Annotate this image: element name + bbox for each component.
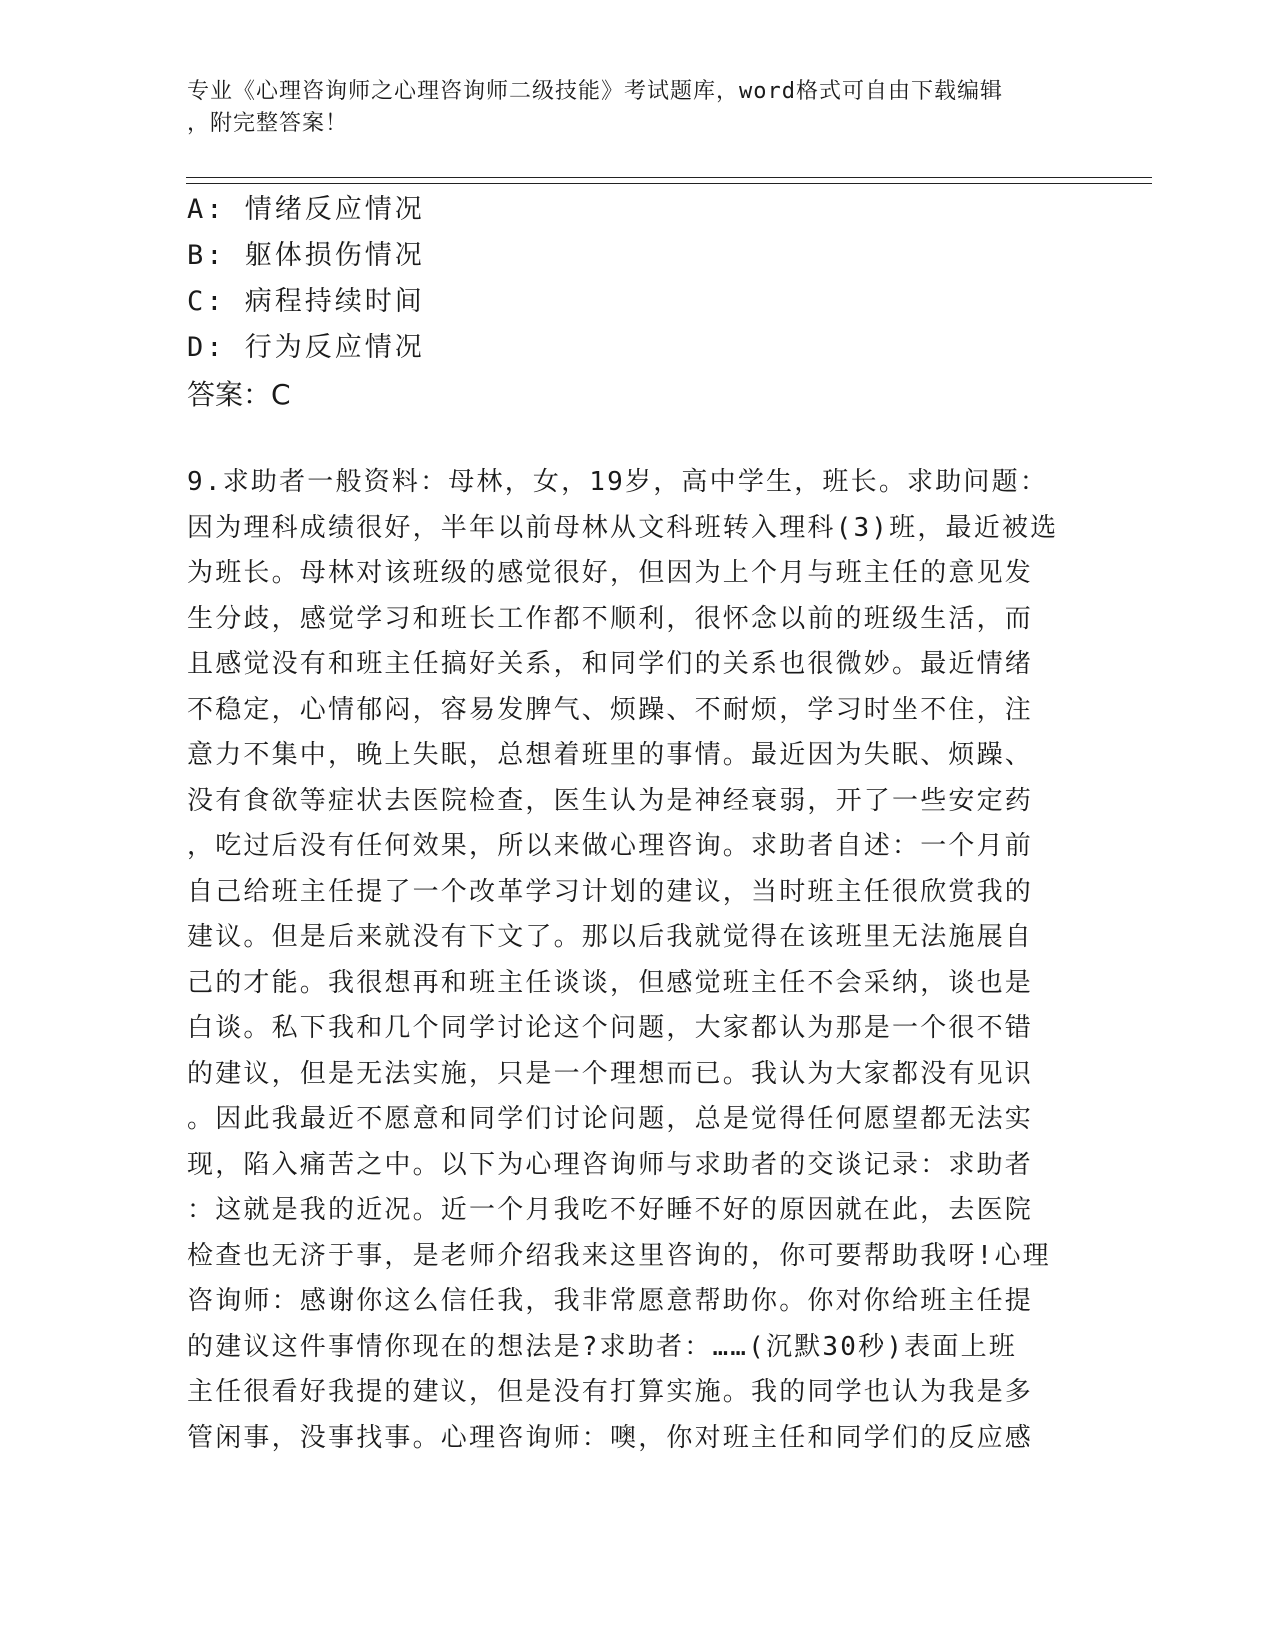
question-line: 生分歧，感觉学习和班长工作都不顺利，很怀念以前的班级生活，而 [187,603,1034,634]
option-b: B: 躯体损伤情况 [187,240,425,271]
question-9 [187,460,1067,1461]
question-line: 现，陷入痛苦之中。以下为心理咨询师与求助者的交谈记录：求助者 [187,1149,1034,1180]
document-header [187,76,1067,140]
question-line: 的建议，但是无法实施，只是一个理想而已。我认为大家都没有见识 [187,1058,1034,1089]
question-line: 因为理科成绩很好，半年以前母林从文科班转入理科(3)班，最近被选 [187,512,1059,543]
option-a: A: 情绪反应情况 [187,194,425,225]
question-line: ：这就是我的近况。近一个月我吃不好睡不好的原因就在此，去医院 [187,1195,1034,1225]
question-line: 主任很看好我提的建议，但是没有打算实施。我的同学也认为我是多 [187,1377,1034,1407]
option-c: C: 病程持续时间 [187,286,425,317]
question-line: 己的才能。我很想再和班主任谈谈，但感觉班主任不会采纳，谈也是 [187,967,1034,998]
question-line: 意力不集中，晚上失眠，总想着班里的事情。最近因为失眠、烦躁、 [187,740,1034,770]
question-line: 为班长。母林对该班级的感觉很好，但因为上个月与班主任的意见发 [187,558,1034,588]
header-line-1: 专业《心理咨询师之心理咨询师二级技能》考试题库，word格式可自由下载编辑 [187,79,1003,104]
header-divider-top [186,177,1152,178]
question-line: 管闲事，没事找事。心理咨询师：噢，你对班主任和同学们的反应感 [187,1422,1034,1453]
answer-key: 答案：C [187,378,291,411]
question-line: ，吃过后没有任何效果，所以来做心理咨询。求助者自述：一个月前 [187,831,1034,861]
question-line: 检查也无济于事，是老师介绍我来这里咨询的，你可要帮助我呀!心理 [187,1240,1051,1271]
question-line: 没有食欲等症状去医院检查，医生认为是神经衰弱，开了一些安定药 [187,785,1034,816]
question-line: 。因此我最近不愿意和同学们讨论问题，总是觉得任何愿望都无法实 [187,1104,1034,1134]
answer-options [187,187,425,371]
question-line: 的建议这件事情你现在的想法是?求助者：……(沉默30秒)表面上班 [187,1331,1017,1362]
option-d: D: 行为反应情况 [187,332,425,363]
question-line: 白谈。私下我和几个同学讨论这个问题，大家都认为那是一个很不错 [187,1013,1034,1043]
question-line: 自己给班主任提了一个改革学习计划的建议，当时班主任很欣赏我的 [187,876,1034,907]
header-divider-bottom [186,183,1152,184]
question-line: 且感觉没有和班主任搞好关系，和同学们的关系也很微妙。最近情绪 [187,649,1034,679]
question-line: 9.求助者一般资料：母林，女，19岁，高中学生，班长。求助问题： [187,467,1049,497]
question-line: 建议。但是后来就没有下文了。那以后我就觉得在该班里无法施展自 [187,922,1034,952]
question-line: 不稳定，心情郁闷，容易发脾气、烦躁、不耐烦，学习时坐不住，注 [187,694,1034,725]
question-line: 咨询师：感谢你这么信任我，我非常愿意帮助你。你对你给班主任提 [187,1286,1034,1316]
header-line-2: ，附完整答案！ [187,111,349,136]
